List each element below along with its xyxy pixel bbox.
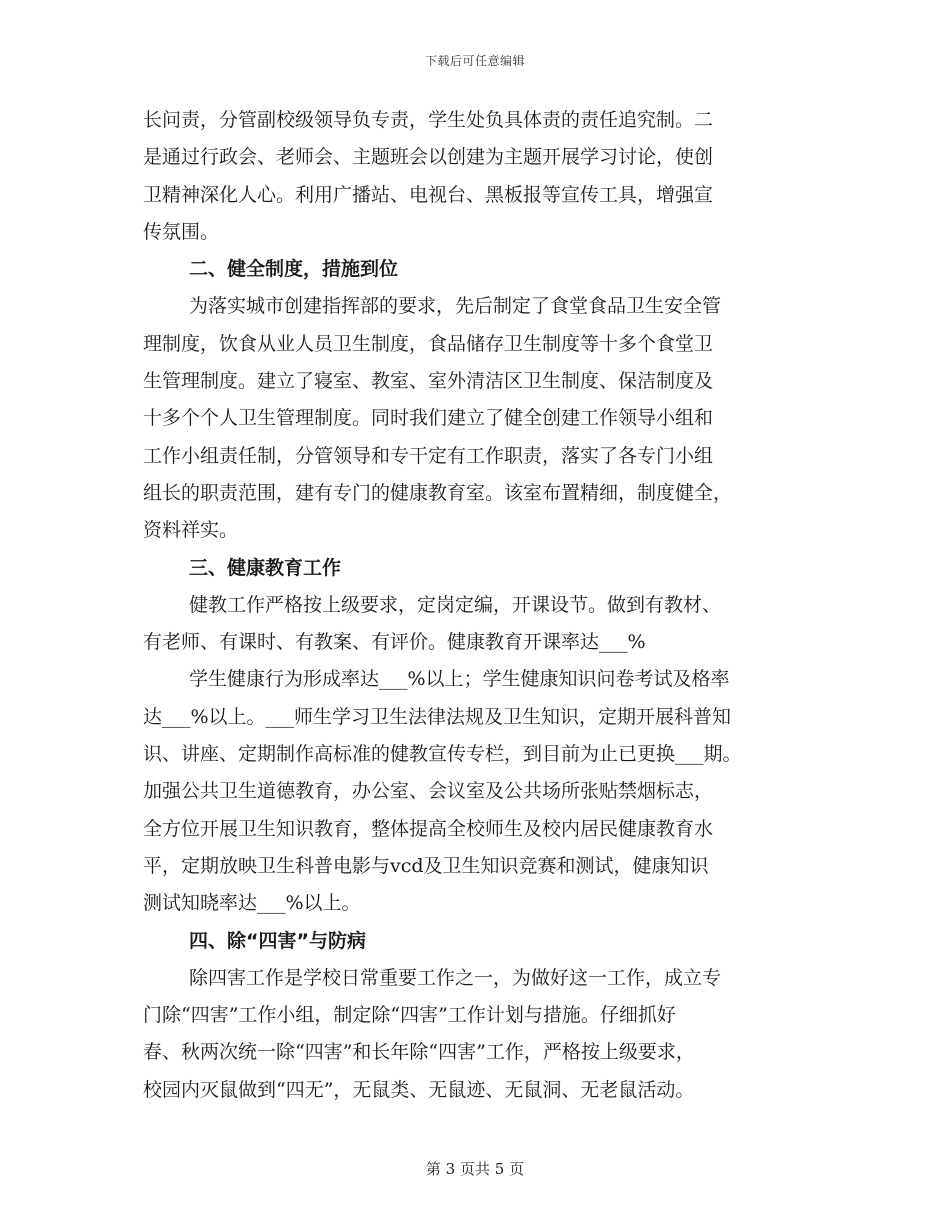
- body-line: 资料祥实。: [143, 519, 239, 542]
- body-line: 理制度，饮食从业人员卫生制度，食品储存卫生制度等十多个食堂卫: [143, 332, 714, 355]
- body-line: 校园内灭鼠做到“四无”，无鼠类、无鼠迹、无鼠洞、无老鼠活动。: [143, 1078, 695, 1101]
- body-line: 为落实城市创建指挥部的要求，先后制定了食堂食品卫生安全管: [189, 295, 722, 318]
- section-heading: 二、健全制度，措施到位: [189, 258, 399, 281]
- body-line: 十多个个人卫生管理制度。同时我们建立了健全创建工作领导小组和: [143, 407, 714, 430]
- body-line: 平，定期放映卫生科普电影与vcd及卫生知识竞赛和测试，健康知识: [143, 854, 709, 877]
- section-heading: 三、健康教育工作: [189, 556, 342, 579]
- body-line: 春、秋两次统一除“四害”和长年除“四害”工作，严格按上级要求，: [143, 1041, 695, 1064]
- body-line: 组长的职责范围，建有专门的健康教育室。该室布置精细，制度健全，: [143, 481, 733, 504]
- body-line: 学生健康行为形成率达___%以上；学生健康知识问卷考试及格率: [189, 668, 730, 691]
- body-line: 达___%以上。___师生学习卫生法律法规及卫生知识，定期开展科普知: [143, 705, 732, 728]
- body-line: 全方位开展卫生知识教育，整体提高全校师生及校内居民健康教育水: [143, 817, 714, 840]
- body-line: 有老师、有课时、有教案、有评价。健康教育开课率达___%: [143, 631, 646, 654]
- body-line: 生管理制度。建立了寝室、教室、室外清洁区卫生制度、保洁制度及: [143, 370, 714, 393]
- body-line: 除四害工作是学校日常重要工作之一，为做好这一工作，成立专: [189, 966, 722, 989]
- page-footer: 第 3 页共 5 页: [425, 1160, 525, 1178]
- body-line: 传氛围。: [143, 220, 220, 243]
- section-heading: 四、除“四害”与防病: [189, 929, 366, 952]
- body-line: 工作小组责任制，分管领导和专干定有工作职责，落实了各专门小组: [143, 444, 714, 467]
- body-line: 门除“四害”工作小组，制定除“四害”工作计划与措施。仔细抓好: [143, 1004, 676, 1027]
- body-line: 卫精神深化人心。利用广播站、电视台、黑板报等宣传工具，增强宣: [143, 183, 714, 206]
- body-line: 测试知晓率达___%以上。: [143, 892, 361, 915]
- body-line: 健教工作严格按上级要求，定岗定编，开课设节。做到有教材、: [189, 593, 722, 616]
- document-body: [143, 102, 823, 1109]
- body-line: 长问责，分管副校级领导负专责，学生处负具体责的责任追究制。二: [143, 109, 714, 131]
- body-line: 加强公共卫生道德教育，办公室、会议室及公共场所张贴禁烟标志，: [143, 780, 714, 803]
- body-line: 是通过行政会、老师会、主题班会以创建为主题开展学习讨论，使创: [143, 146, 714, 169]
- page-header: 下载后可任意编辑: [424, 54, 525, 68]
- body-line: 识、讲座、定期制作高标准的健教宣传专栏，到目前为止已更换___期。: [143, 743, 742, 766]
